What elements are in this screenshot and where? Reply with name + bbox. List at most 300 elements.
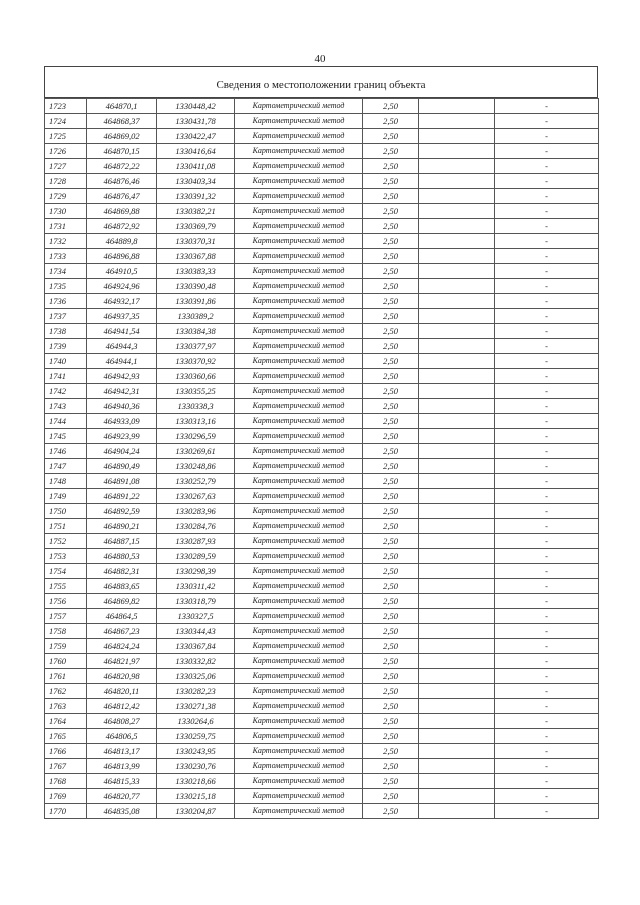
x-coordinate-cell: 464876,46 <box>87 174 157 189</box>
x-coordinate-cell: 464910,5 <box>87 264 157 279</box>
precision-cell: 2,50 <box>363 609 419 624</box>
point-number-cell: 1756 <box>45 594 87 609</box>
empty-cell <box>419 99 495 114</box>
y-coordinate-cell: 1330344,43 <box>157 624 235 639</box>
precision-cell: 2,50 <box>363 414 419 429</box>
table-row <box>45 459 599 474</box>
y-coordinate-cell: 1330243,95 <box>157 744 235 759</box>
dash-cell: - <box>495 489 599 504</box>
table-row <box>45 99 599 114</box>
dash-cell: - <box>495 624 599 639</box>
method-cell: Картометрический метод <box>235 534 363 549</box>
table-row <box>45 549 599 564</box>
table-row <box>45 564 599 579</box>
dash-cell: - <box>495 774 599 789</box>
table-row <box>45 294 599 309</box>
method-cell: Картометрический метод <box>235 444 363 459</box>
method-cell: Картометрический метод <box>235 294 363 309</box>
y-coordinate-cell: 1330367,84 <box>157 639 235 654</box>
empty-cell <box>419 354 495 369</box>
method-cell: Картометрический метод <box>235 624 363 639</box>
empty-cell <box>419 699 495 714</box>
precision-cell: 2,50 <box>363 309 419 324</box>
table-row <box>45 609 599 624</box>
method-cell: Картометрический метод <box>235 189 363 204</box>
empty-cell <box>419 564 495 579</box>
x-coordinate-cell: 464820,11 <box>87 684 157 699</box>
y-coordinate-cell: 1330369,79 <box>157 219 235 234</box>
method-cell: Картометрический метод <box>235 459 363 474</box>
dash-cell: - <box>495 459 599 474</box>
method-cell: Картометрический метод <box>235 549 363 564</box>
method-cell: Картометрический метод <box>235 684 363 699</box>
table-row <box>45 474 599 489</box>
table-row <box>45 279 599 294</box>
dash-cell: - <box>495 669 599 684</box>
empty-cell <box>419 744 495 759</box>
point-number-cell: 1754 <box>45 564 87 579</box>
page-number: 40 <box>314 53 326 65</box>
dash-cell: - <box>495 444 599 459</box>
precision-cell: 2,50 <box>363 369 419 384</box>
y-coordinate-cell: 1330283,96 <box>157 504 235 519</box>
x-coordinate-cell: 464932,17 <box>87 294 157 309</box>
y-coordinate-cell: 1330360,66 <box>157 369 235 384</box>
method-cell: Картометрический метод <box>235 354 363 369</box>
empty-cell <box>419 624 495 639</box>
y-coordinate-cell: 1330383,33 <box>157 264 235 279</box>
x-coordinate-cell: 464944,1 <box>87 354 157 369</box>
empty-cell <box>419 594 495 609</box>
y-coordinate-cell: 1330204,87 <box>157 804 235 819</box>
table-row <box>45 624 599 639</box>
x-coordinate-cell: 464870,1 <box>87 99 157 114</box>
x-coordinate-cell: 464812,42 <box>87 699 157 714</box>
precision-cell: 2,50 <box>363 339 419 354</box>
dash-cell: - <box>495 204 599 219</box>
precision-cell: 2,50 <box>363 264 419 279</box>
table-row <box>45 744 599 759</box>
point-number-cell: 1733 <box>45 249 87 264</box>
empty-cell <box>419 459 495 474</box>
table-row <box>45 249 599 264</box>
y-coordinate-cell: 1330338,3 <box>157 399 235 414</box>
empty-cell <box>419 759 495 774</box>
precision-cell: 2,50 <box>363 534 419 549</box>
precision-cell: 2,50 <box>363 549 419 564</box>
point-number-cell: 1750 <box>45 504 87 519</box>
empty-cell <box>419 339 495 354</box>
method-cell: Картометрический метод <box>235 579 363 594</box>
dash-cell: - <box>495 714 599 729</box>
dash-cell: - <box>495 474 599 489</box>
point-number-cell: 1742 <box>45 384 87 399</box>
x-coordinate-cell: 464815,33 <box>87 774 157 789</box>
method-cell: Картометрический метод <box>235 594 363 609</box>
empty-cell <box>419 279 495 294</box>
method-cell: Картометрический метод <box>235 279 363 294</box>
y-coordinate-cell: 1330325,06 <box>157 669 235 684</box>
dash-cell: - <box>495 744 599 759</box>
y-coordinate-cell: 1330215,18 <box>157 789 235 804</box>
table-row <box>45 519 599 534</box>
table-row <box>45 759 599 774</box>
x-coordinate-cell: 464835,08 <box>87 804 157 819</box>
x-coordinate-cell: 464806,5 <box>87 729 157 744</box>
x-coordinate-cell: 464870,15 <box>87 144 157 159</box>
table-row <box>45 429 599 444</box>
x-coordinate-cell: 464872,92 <box>87 219 157 234</box>
table-row <box>45 804 599 819</box>
empty-cell <box>419 774 495 789</box>
method-cell: Картометрический метод <box>235 324 363 339</box>
precision-cell: 2,50 <box>363 324 419 339</box>
precision-cell: 2,50 <box>363 759 419 774</box>
empty-cell <box>419 639 495 654</box>
y-coordinate-cell: 1330370,92 <box>157 354 235 369</box>
table-row <box>45 219 599 234</box>
point-number-cell: 1761 <box>45 669 87 684</box>
x-coordinate-cell: 464887,15 <box>87 534 157 549</box>
point-number-cell: 1767 <box>45 759 87 774</box>
empty-cell <box>419 384 495 399</box>
point-number-cell: 1770 <box>45 804 87 819</box>
y-coordinate-cell: 1330289,59 <box>157 549 235 564</box>
x-coordinate-cell: 464813,99 <box>87 759 157 774</box>
x-coordinate-cell: 464808,27 <box>87 714 157 729</box>
table-row <box>45 684 599 699</box>
x-coordinate-cell: 464941,54 <box>87 324 157 339</box>
table-row <box>45 594 599 609</box>
point-number-cell: 1723 <box>45 99 87 114</box>
point-number-cell: 1762 <box>45 684 87 699</box>
y-coordinate-cell: 1330296,59 <box>157 429 235 444</box>
empty-cell <box>419 609 495 624</box>
y-coordinate-cell: 1330382,21 <box>157 204 235 219</box>
point-number-cell: 1758 <box>45 624 87 639</box>
x-coordinate-cell: 464883,65 <box>87 579 157 594</box>
method-cell: Картометрический метод <box>235 489 363 504</box>
x-coordinate-cell: 464923,99 <box>87 429 157 444</box>
table-row <box>45 144 599 159</box>
dash-cell: - <box>495 564 599 579</box>
table-row <box>45 639 599 654</box>
table-row <box>45 384 599 399</box>
table-row <box>45 189 599 204</box>
x-coordinate-cell: 464868,37 <box>87 114 157 129</box>
point-number-cell: 1760 <box>45 654 87 669</box>
x-coordinate-cell: 464904,24 <box>87 444 157 459</box>
method-cell: Картометрический метод <box>235 429 363 444</box>
x-coordinate-cell: 464880,53 <box>87 549 157 564</box>
x-coordinate-cell: 464896,88 <box>87 249 157 264</box>
precision-cell: 2,50 <box>363 174 419 189</box>
point-number-cell: 1755 <box>45 579 87 594</box>
empty-cell <box>419 309 495 324</box>
empty-cell <box>419 249 495 264</box>
y-coordinate-cell: 1330391,86 <box>157 294 235 309</box>
precision-cell: 2,50 <box>363 204 419 219</box>
precision-cell: 2,50 <box>363 789 419 804</box>
table-body <box>45 99 599 819</box>
y-coordinate-cell: 1330355,25 <box>157 384 235 399</box>
empty-cell <box>419 369 495 384</box>
y-coordinate-cell: 1330411,08 <box>157 159 235 174</box>
empty-cell <box>419 264 495 279</box>
point-number-cell: 1746 <box>45 444 87 459</box>
precision-cell: 2,50 <box>363 114 419 129</box>
empty-cell <box>419 684 495 699</box>
precision-cell: 2,50 <box>363 219 419 234</box>
dash-cell: - <box>495 414 599 429</box>
x-coordinate-cell: 464869,82 <box>87 594 157 609</box>
method-cell: Картометрический метод <box>235 729 363 744</box>
dash-cell: - <box>495 804 599 819</box>
dash-cell: - <box>495 549 599 564</box>
point-number-cell: 1766 <box>45 744 87 759</box>
y-coordinate-cell: 1330389,2 <box>157 309 235 324</box>
method-cell: Картометрический метод <box>235 609 363 624</box>
point-number-cell: 1745 <box>45 429 87 444</box>
y-coordinate-cell: 1330332,82 <box>157 654 235 669</box>
x-coordinate-cell: 464891,08 <box>87 474 157 489</box>
y-coordinate-cell: 1330311,42 <box>157 579 235 594</box>
table-row <box>45 309 599 324</box>
table-row <box>45 714 599 729</box>
empty-cell <box>419 804 495 819</box>
precision-cell: 2,50 <box>363 519 419 534</box>
boundary-table <box>44 98 599 819</box>
point-number-cell: 1731 <box>45 219 87 234</box>
point-number-cell: 1748 <box>45 474 87 489</box>
precision-cell: 2,50 <box>363 654 419 669</box>
method-cell: Картометрический метод <box>235 654 363 669</box>
table-title: Сведения о местоположении границ объекта <box>45 67 597 98</box>
precision-cell: 2,50 <box>363 579 419 594</box>
point-number-cell: 1734 <box>45 264 87 279</box>
dash-cell: - <box>495 279 599 294</box>
empty-cell <box>419 729 495 744</box>
precision-cell: 2,50 <box>363 504 419 519</box>
x-coordinate-cell: 464872,22 <box>87 159 157 174</box>
empty-cell <box>419 294 495 309</box>
method-cell: Картометрический метод <box>235 669 363 684</box>
y-coordinate-cell: 1330391,32 <box>157 189 235 204</box>
method-cell: Картометрический метод <box>235 414 363 429</box>
method-cell: Картометрический метод <box>235 789 363 804</box>
y-coordinate-cell: 1330248,86 <box>157 459 235 474</box>
x-coordinate-cell: 464813,17 <box>87 744 157 759</box>
y-coordinate-cell: 1330264,6 <box>157 714 235 729</box>
dash-cell: - <box>495 699 599 714</box>
y-coordinate-cell: 1330284,76 <box>157 519 235 534</box>
y-coordinate-cell: 1330287,93 <box>157 534 235 549</box>
point-number-cell: 1764 <box>45 714 87 729</box>
precision-cell: 2,50 <box>363 729 419 744</box>
table-row <box>45 129 599 144</box>
table-row <box>45 414 599 429</box>
table-row <box>45 369 599 384</box>
point-number-cell: 1765 <box>45 729 87 744</box>
dash-cell: - <box>495 129 599 144</box>
y-coordinate-cell: 1330282,23 <box>157 684 235 699</box>
empty-cell <box>419 579 495 594</box>
point-number-cell: 1738 <box>45 324 87 339</box>
x-coordinate-cell: 464820,77 <box>87 789 157 804</box>
precision-cell: 2,50 <box>363 189 419 204</box>
y-coordinate-cell: 1330313,16 <box>157 414 235 429</box>
dash-cell: - <box>495 294 599 309</box>
y-coordinate-cell: 1330327,5 <box>157 609 235 624</box>
empty-cell <box>419 174 495 189</box>
point-number-cell: 1726 <box>45 144 87 159</box>
table-row <box>45 159 599 174</box>
dash-cell: - <box>495 264 599 279</box>
table-row <box>45 534 599 549</box>
table-row <box>45 114 599 129</box>
precision-cell: 2,50 <box>363 384 419 399</box>
dash-cell: - <box>495 339 599 354</box>
empty-cell <box>419 549 495 564</box>
point-number-cell: 1753 <box>45 549 87 564</box>
point-number-cell: 1730 <box>45 204 87 219</box>
dash-cell: - <box>495 639 599 654</box>
y-coordinate-cell: 1330367,88 <box>157 249 235 264</box>
x-coordinate-cell: 464942,93 <box>87 369 157 384</box>
dash-cell: - <box>495 174 599 189</box>
empty-cell <box>419 504 495 519</box>
precision-cell: 2,50 <box>363 714 419 729</box>
table-row <box>45 729 599 744</box>
empty-cell <box>419 474 495 489</box>
dash-cell: - <box>495 324 599 339</box>
method-cell: Картометрический метод <box>235 369 363 384</box>
y-coordinate-cell: 1330269,61 <box>157 444 235 459</box>
table-row <box>45 489 599 504</box>
precision-cell: 2,50 <box>363 354 419 369</box>
method-cell: Картометрический метод <box>235 519 363 534</box>
empty-cell <box>419 654 495 669</box>
dash-cell: - <box>495 759 599 774</box>
x-coordinate-cell: 464890,49 <box>87 459 157 474</box>
method-cell: Картометрический метод <box>235 114 363 129</box>
y-coordinate-cell: 1330271,38 <box>157 699 235 714</box>
x-coordinate-cell: 464824,24 <box>87 639 157 654</box>
method-cell: Картометрический метод <box>235 504 363 519</box>
empty-cell <box>419 429 495 444</box>
table-row <box>45 669 599 684</box>
point-number-cell: 1724 <box>45 114 87 129</box>
precision-cell: 2,50 <box>363 774 419 789</box>
empty-cell <box>419 414 495 429</box>
y-coordinate-cell: 1330390,48 <box>157 279 235 294</box>
table-row <box>45 654 599 669</box>
empty-cell <box>419 129 495 144</box>
dash-cell: - <box>495 399 599 414</box>
method-cell: Картометрический метод <box>235 399 363 414</box>
method-cell: Картометрический метод <box>235 249 363 264</box>
y-coordinate-cell: 1330252,79 <box>157 474 235 489</box>
empty-cell <box>419 234 495 249</box>
table-row <box>45 234 599 249</box>
method-cell: Картометрический метод <box>235 234 363 249</box>
method-cell: Картометрический метод <box>235 804 363 819</box>
point-number-cell: 1732 <box>45 234 87 249</box>
point-number-cell: 1743 <box>45 399 87 414</box>
y-coordinate-cell: 1330370,31 <box>157 234 235 249</box>
x-coordinate-cell: 464933,09 <box>87 414 157 429</box>
dash-cell: - <box>495 429 599 444</box>
precision-cell: 2,50 <box>363 639 419 654</box>
dash-cell: - <box>495 114 599 129</box>
point-number-cell: 1768 <box>45 774 87 789</box>
method-cell: Картометрический метод <box>235 129 363 144</box>
x-coordinate-cell: 464864,5 <box>87 609 157 624</box>
empty-cell <box>419 669 495 684</box>
point-number-cell: 1757 <box>45 609 87 624</box>
dash-cell: - <box>495 144 599 159</box>
y-coordinate-cell: 1330448,42 <box>157 99 235 114</box>
y-coordinate-cell: 1330431,78 <box>157 114 235 129</box>
method-cell: Картометрический метод <box>235 744 363 759</box>
point-number-cell: 1735 <box>45 279 87 294</box>
precision-cell: 2,50 <box>363 144 419 159</box>
y-coordinate-cell: 1330267,63 <box>157 489 235 504</box>
point-number-cell: 1740 <box>45 354 87 369</box>
x-coordinate-cell: 464944,3 <box>87 339 157 354</box>
empty-cell <box>419 144 495 159</box>
x-coordinate-cell: 464892,59 <box>87 504 157 519</box>
dash-cell: - <box>495 504 599 519</box>
dash-cell: - <box>495 654 599 669</box>
precision-cell: 2,50 <box>363 99 419 114</box>
method-cell: Картометрический метод <box>235 219 363 234</box>
x-coordinate-cell: 464937,35 <box>87 309 157 324</box>
method-cell: Картометрический метод <box>235 174 363 189</box>
empty-cell <box>419 204 495 219</box>
empty-cell <box>419 159 495 174</box>
precision-cell: 2,50 <box>363 744 419 759</box>
y-coordinate-cell: 1330230,76 <box>157 759 235 774</box>
dash-cell: - <box>495 369 599 384</box>
precision-cell: 2,50 <box>363 474 419 489</box>
method-cell: Картометрический метод <box>235 384 363 399</box>
method-cell: Картометрический метод <box>235 759 363 774</box>
dash-cell: - <box>495 189 599 204</box>
method-cell: Картометрический метод <box>235 714 363 729</box>
x-coordinate-cell: 464890,21 <box>87 519 157 534</box>
x-coordinate-cell: 464891,22 <box>87 489 157 504</box>
table-row <box>45 339 599 354</box>
table-row <box>45 204 599 219</box>
x-coordinate-cell: 464940,36 <box>87 399 157 414</box>
y-coordinate-cell: 1330259,75 <box>157 729 235 744</box>
precision-cell: 2,50 <box>363 234 419 249</box>
point-number-cell: 1763 <box>45 699 87 714</box>
dash-cell: - <box>495 594 599 609</box>
table-row <box>45 354 599 369</box>
point-number-cell: 1747 <box>45 459 87 474</box>
point-number-cell: 1729 <box>45 189 87 204</box>
x-coordinate-cell: 464821,97 <box>87 654 157 669</box>
precision-cell: 2,50 <box>363 129 419 144</box>
point-number-cell: 1751 <box>45 519 87 534</box>
point-number-cell: 1744 <box>45 414 87 429</box>
precision-cell: 2,50 <box>363 399 419 414</box>
method-cell: Картометрический метод <box>235 564 363 579</box>
x-coordinate-cell: 464889,8 <box>87 234 157 249</box>
method-cell: Картометрический метод <box>235 699 363 714</box>
